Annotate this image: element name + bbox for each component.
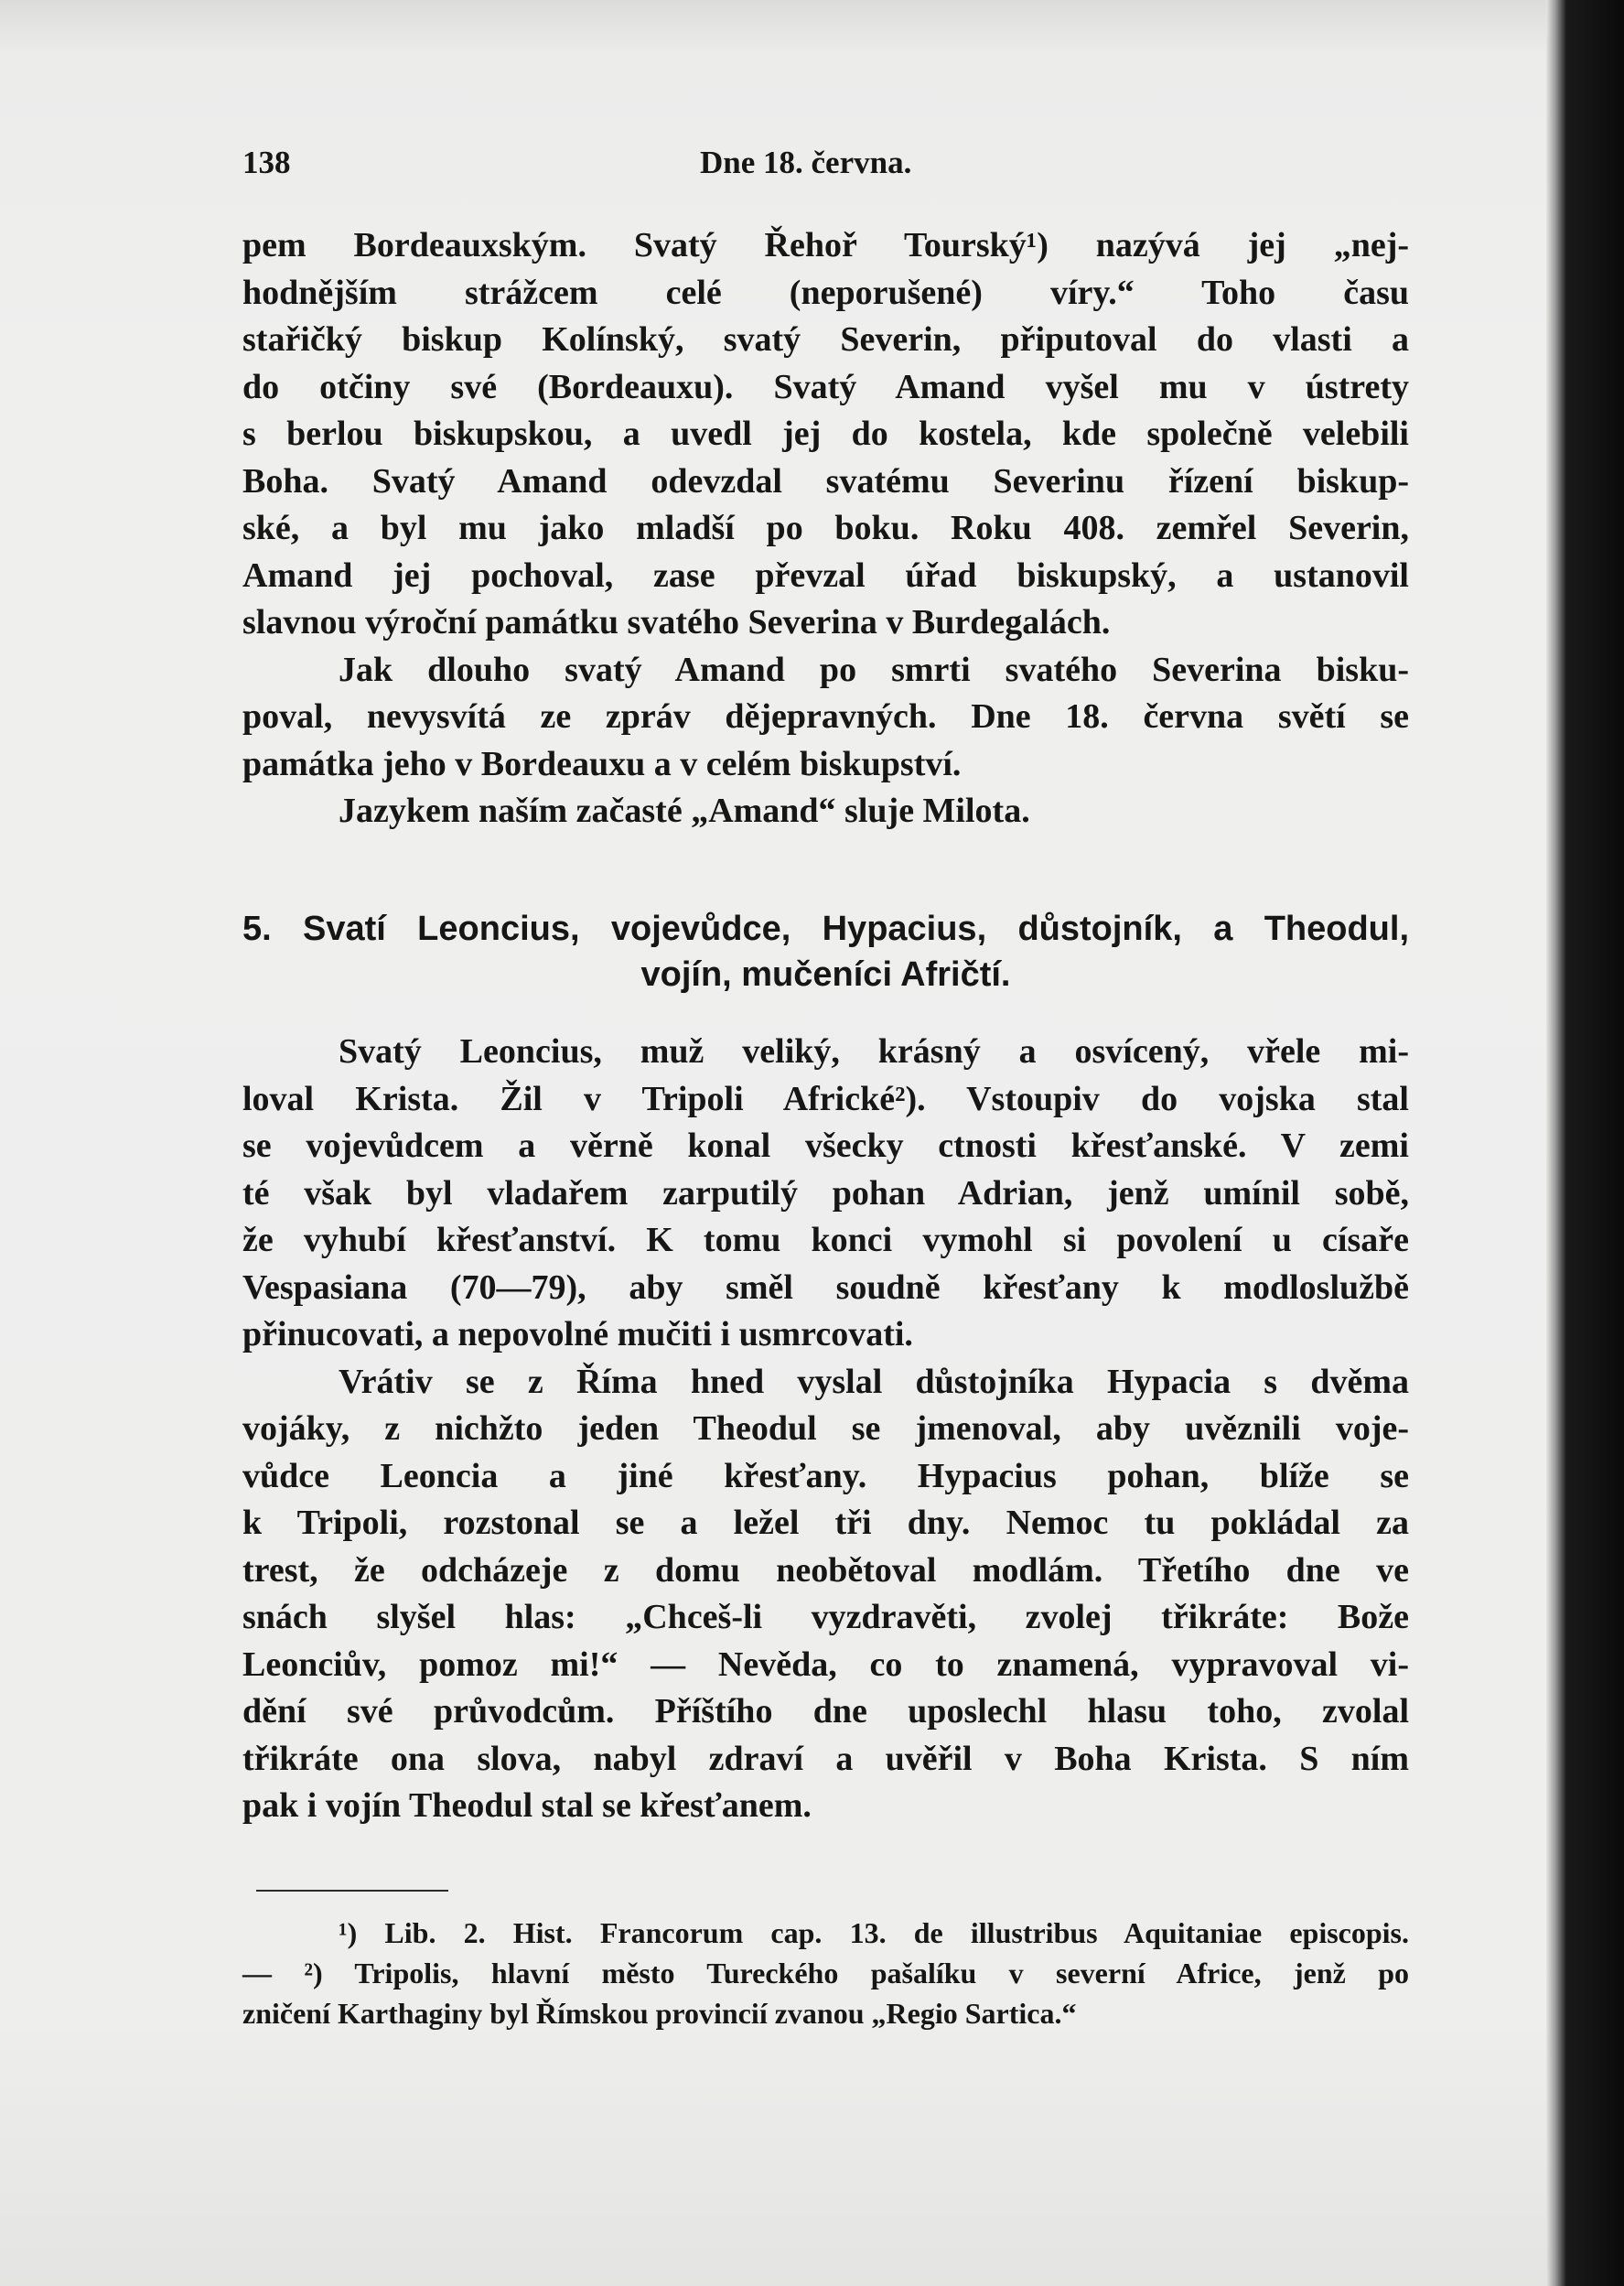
text-line: vojáky, z nichžto jeden Theodul se jmenoval, aby uvěznili voje- — [242, 1409, 1409, 1448]
text-line: slavnou výroční památku svatého Severina v Burdegalách. — [242, 603, 1111, 642]
text-line: Boha. Svatý Amand odevzdal svatému Severinu řízení biskup- — [242, 461, 1409, 501]
text-line: loval Krista. Žil v Tripoli Africké²). Vstoupiv do vojska stal — [242, 1079, 1409, 1118]
text-line: hodnějším strážcem celé (neporušené) víry.“ Toho času — [242, 273, 1409, 312]
text-line: té však byl vladařem zarputilý pohan Adrian, jenž umínil sobě, — [242, 1173, 1409, 1213]
text-line: trest, že odcházeje z domu neobětoval modlám. Třetího dne ve — [242, 1550, 1409, 1590]
text-line: vůdce Leoncia a jiné křesťany. Hypacius pohan, blíže se — [242, 1456, 1409, 1495]
text-line: dění své průvodcům. Příštího dne uposlechl hlasu toho, zvolal — [242, 1692, 1409, 1731]
text-line: poval, nevysvítá ze zpráv dějepravných. Dne 18. června světí se — [242, 697, 1409, 736]
text-line: se vojevůdcem a věrně konal všecky ctnosti křesťanské. V zemi — [242, 1127, 1409, 1165]
footnote-line: zničení Karthaginy byl Římskou provincií zvanou „Regio Sartica.“ — [242, 1997, 1077, 2030]
page-number: 138 — [242, 145, 291, 180]
text-line: památka jeho v Bordeauxu a v celém biskupství. — [242, 744, 962, 783]
scan-edge-shadow — [1546, 0, 1624, 2286]
footnotes — [242, 1913, 1409, 2033]
body-text-before-section — [242, 222, 1409, 836]
text-line: Svatý Leoncius, muž veliký, krásný a osvícený, vřele mi- — [339, 1032, 1409, 1071]
text-line: Jak dlouho svatý Amand po smrti svatého Severina bisku- — [339, 650, 1409, 689]
text-line: že vyhubí křesťanství. K tomu konci vymohl si povolení u císaře — [242, 1221, 1409, 1259]
text-line: snách slyšel hlas: „Chceš-li vyzdravěti, zvolej třikráte: Bože — [242, 1598, 1409, 1636]
text-line: k Tripoli, rozstonal se a ležel tři dny. Nemoc tu pokládal za — [242, 1504, 1409, 1542]
text-line: do otčiny své (Bordeauxu). Svatý Amand vyšel mu v ústrety — [242, 367, 1409, 406]
paragraph — [242, 222, 1409, 647]
text-line: ské, a byl mu jako mladší po boku. Roku 408. zemřel Severin, — [242, 509, 1409, 547]
text-line: třikráte ona slova, nabyl zdraví a uvěřil v Boha Krista. S ním — [242, 1739, 1409, 1778]
paragraph — [242, 1359, 1409, 1830]
footnote-divider — [256, 1890, 448, 1892]
footnote-line: — ²) Tripolis, hlavní město Tureckého pašalíku v severní Africe, jenž po — [242, 1957, 1409, 1989]
paragraph — [242, 788, 1409, 836]
text-line: pak i vojín Theodul stal se křesťanem. — [242, 1786, 812, 1825]
section-heading — [242, 906, 1409, 997]
text-line: Vrátiv se z Říma hned vyslal důstojníka Hypacia s dvěma — [339, 1362, 1409, 1401]
running-head: Dne 18. června. — [700, 145, 912, 180]
footnote-line: ¹) Lib. 2. Hist. Francorum cap. 13. de illustribus Aquitaniae episcopis. — [339, 1916, 1409, 1949]
section-heading-line: 5. Svatí Leoncius, vojevůdce, Hypacius, důstojník, a Theodul, — [242, 910, 1409, 948]
section-body-text — [242, 1029, 1409, 1830]
text-line: Jazykem naším začasté „Amand“ sluje Milota. — [339, 792, 1030, 830]
paragraph — [242, 1029, 1409, 1359]
text-line: s berlou biskupskou, a uvedl jej do kostela, kde společně velebili — [242, 415, 1409, 453]
section-heading-line: vojín, mučeníci Afričtí. — [640, 955, 1011, 994]
paragraph — [242, 647, 1409, 789]
text-line: stařičký biskup Kolínský, svatý Severin, připutoval do vlasti a — [242, 320, 1409, 359]
text-line: pem Bordeauxským. Svatý Řehoř Tourský¹) nazývá jej „nej- — [242, 226, 1409, 264]
text-line: Vespasiana (70—79), aby směl soudně křesťany k modloslužbě — [242, 1267, 1409, 1307]
text-line: Amand jej pochoval, zase převzal úřad biskupský, a ustanovil — [242, 555, 1409, 595]
page-header — [242, 145, 1409, 190]
text-line: Leonciův, pomoz mi!“ — Nevěda, co to znamená, vypravoval vi- — [242, 1644, 1409, 1684]
text-line: přinucovati, a nepovolné mučiti i usmrcovati. — [242, 1315, 913, 1353]
